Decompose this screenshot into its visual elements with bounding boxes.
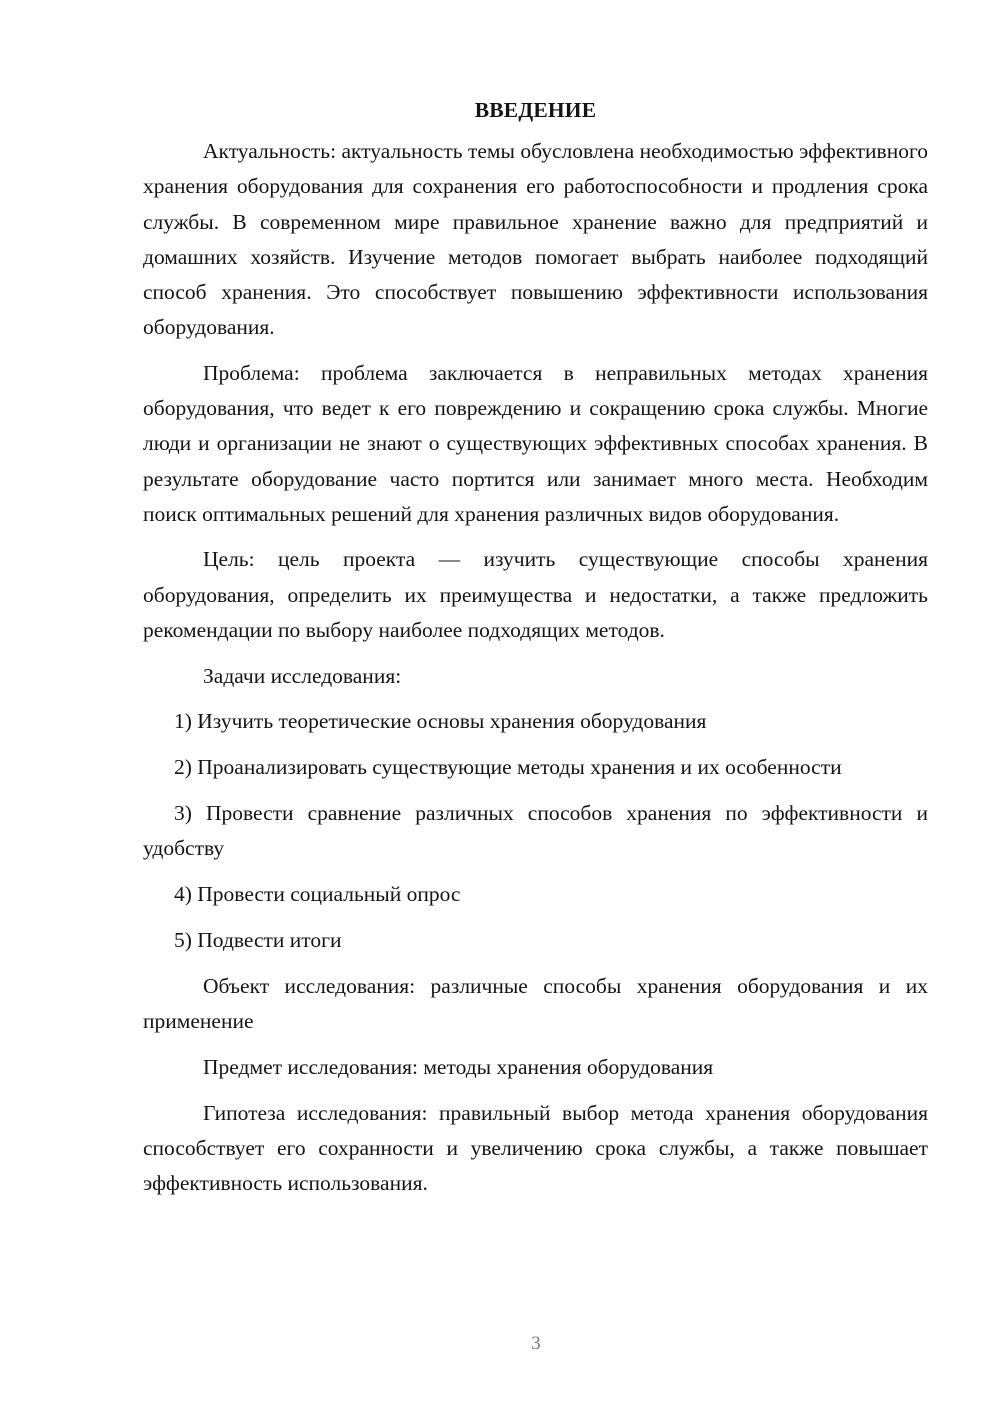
section-heading: ВВЕДЕНИЕ [474, 98, 597, 122]
hypothesis-paragraph: Гипотеза исследования: правильный выбор метода хранения оборудования способствует его сохранности и увеличению срока службы, а также повышает эффективность использования. [143, 1100, 928, 1196]
relevance-paragraph: Актуальность: актуальность темы обусловлена необходимостью эффективного хранения оборудования для сохранения его работоспособности и продления срока службы. В современном мире правильное хранение важно для предприятий и домашних хозяйств. Изучение методов помогает выбрать наиболее подходящий способ хранения. Это способствует повышению эффективности использования оборудования. [143, 139, 928, 340]
task-item-1: 1) Изучить теоретические основы хранения оборудования [174, 709, 707, 734]
goal-paragraph: Цель: цель проекта — изучить существующие способы хранения оборудования, определить их преимущества и недостатки, а также предложить рекомендации по выбору наиболее подходящих методов. [143, 547, 928, 642]
tasks-heading: Задачи исследования: [203, 663, 402, 688]
problem-paragraph: Проблема: проблема заключается в неправильных методах хранения оборудования, что ведет к его повреждению и сокращению срока службы. Многие люди и организации не знают о существующих эффективных способах хранения. В результате оборудование часто портится или занимает много места. Необходим поиск оптимальных решений для хранения различных видов оборудования. [143, 360, 928, 526]
task-item-3: 3) Провести сравнение различных способов хранения по эффективности и удобству [143, 801, 928, 861]
object-paragraph: Объект исследования: различные способы хранения оборудования и их применение [143, 973, 928, 1034]
page-number: 3 [531, 1333, 541, 1354]
task-item-2: 2) Проанализировать существующие методы хранения и их особенности [174, 755, 842, 780]
task-item-5: 5) Подвести итоги [174, 927, 342, 952]
task-item-4: 4) Провести социальный опрос [174, 882, 461, 907]
page-content [143, 94, 928, 1202]
subject-paragraph: Предмет исследования: методы хранения оборудования [203, 1054, 714, 1079]
